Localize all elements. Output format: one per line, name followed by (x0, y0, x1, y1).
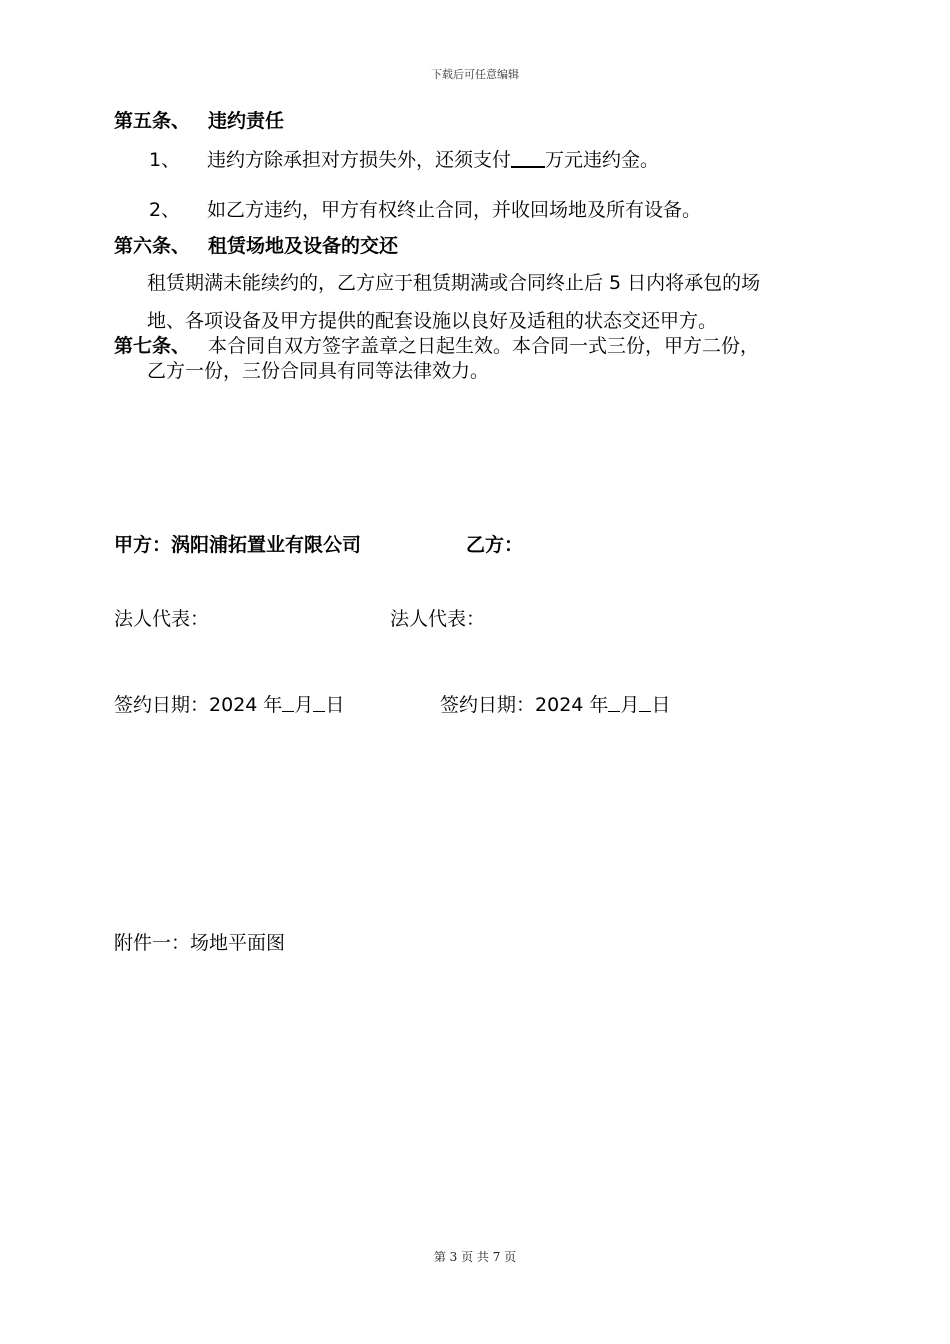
article7-line1 (114, 331, 759, 358)
article6-title: 租赁场地及设备的交还 (208, 235, 399, 257)
day-blank (313, 695, 325, 712)
article5-item2-text: 如乙方违约，甲方有权终止合同，并收回场地及所有设备。 (207, 199, 702, 221)
sign-date-a-day: 日 (325, 694, 345, 716)
sign-date-a (114, 690, 344, 717)
article5-item2-number: 2、 (149, 199, 181, 221)
page-footer-note: 第 3 页 共 7 页 (433, 1250, 517, 1264)
article6-number: 第六条、 (114, 235, 191, 257)
article5-item1-text-b: 万元违约金。 (545, 149, 660, 171)
article5-number: 第五条、 (114, 110, 191, 132)
article5-item1-text-a: 违约方除承担对方损失外，还须支付 (207, 149, 512, 171)
article7-number: 第七条、 (114, 335, 191, 357)
party-b-label: 乙方： (466, 534, 524, 556)
legal-rep-a-label: 法人代表： (114, 608, 210, 630)
sign-date-b (440, 690, 670, 717)
article7-text-1: 本合同自双方签字盖章之日起生效。本合同一式三份，甲方二份， (208, 335, 760, 357)
page-header-note: 下载后可任意编辑 (431, 68, 519, 81)
article5-item1 (149, 145, 659, 172)
day-blank (639, 695, 651, 712)
article6-line1: 租赁期满未能续约的，乙方应于租赁期满或合同终止后 5 日内将承包的场 (147, 272, 761, 294)
sign-date-b-month: 月 (620, 694, 640, 716)
sign-date-a-month: 月 (294, 694, 314, 716)
article5-title: 违约责任 (208, 110, 285, 132)
amount-blank (511, 148, 545, 168)
sign-date-a-year: 2024 年 (209, 694, 283, 716)
month-blank (608, 695, 620, 712)
article5-item2 (149, 195, 701, 222)
article7-line2: 乙方一份，三份合同具有同等法律效力。 (147, 360, 490, 382)
sign-date-a-label: 签约日期： (114, 694, 210, 716)
party-a-label: 甲方：涡阳浦拓置业有限公司 (114, 534, 362, 556)
month-blank (282, 695, 294, 712)
sign-date-b-label: 签约日期： (440, 694, 536, 716)
attachment-label: 附件一：场地平面图 (114, 932, 286, 954)
article6-line2: 地、各项设备及甲方提供的配套设施以良好及适租的状态交还甲方。 (147, 310, 718, 332)
article5-item1-number: 1、 (149, 149, 181, 171)
legal-rep-b-label: 法人代表： (390, 608, 486, 630)
sign-date-b-day: 日 (651, 694, 671, 716)
article6-heading (114, 231, 398, 258)
article5-heading (114, 106, 284, 133)
sign-date-b-year: 2024 年 (535, 694, 609, 716)
